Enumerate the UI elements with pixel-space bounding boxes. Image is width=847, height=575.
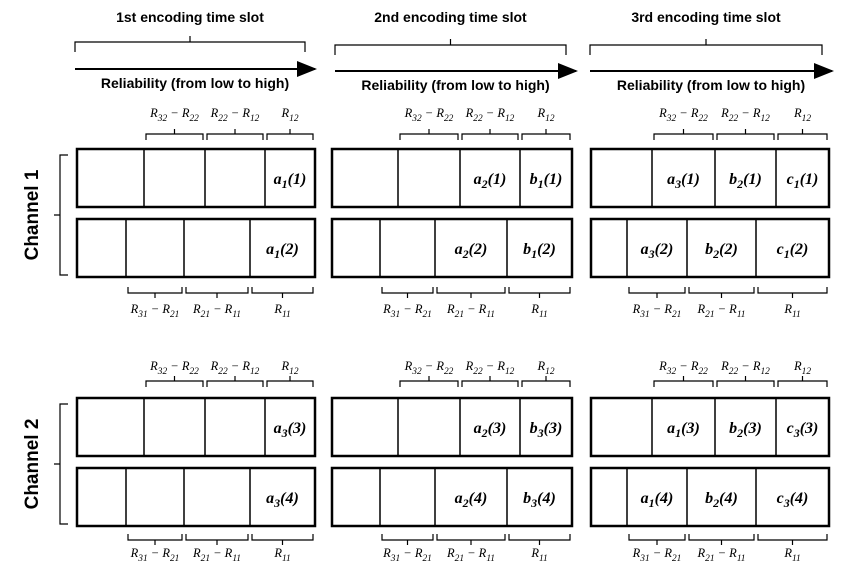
top-interval-label: $R_{22} - R_{12}$ [721, 359, 770, 377]
top-interval-label: $R_{22} - R_{12}$ [210, 359, 260, 377]
bottom-interval-label: $R_{21} - R_{11}$ [697, 302, 746, 320]
top-interval-bracket [654, 376, 713, 387]
symbol-label: $c_3(4)$ [776, 490, 809, 510]
bottom-interval-label: $R_{21} - R_{11}$ [193, 546, 241, 564]
bottom-interval-label: $R_{21} - R_{11}$ [447, 546, 495, 564]
slot-title: 1st encoding time slot [116, 9, 264, 25]
bottom-interval-bracket [128, 534, 182, 545]
top-interval-bracket [522, 376, 570, 387]
symbol-label: $b_3(4)$ [523, 490, 556, 510]
top-interval-bracket [400, 129, 458, 140]
top-interval-label: $R_{22} - R_{12}$ [210, 106, 260, 124]
bottom-interval-bracket [186, 287, 248, 298]
bottom-interval-label: $R_{11}$ [531, 302, 548, 320]
top-interval-label: $R_{12}$ [281, 359, 299, 377]
bottom-interval-label: $R_{21} - R_{11}$ [193, 302, 241, 320]
top-interval-label: $R_{22} - R_{12}$ [465, 359, 515, 377]
bottom-interval-bracket [689, 534, 754, 545]
symbol-label: $b_2(4)$ [705, 490, 738, 510]
bottom-interval-label: $R_{21} - R_{11}$ [697, 546, 746, 564]
bottom-interval-label: $R_{31} - R_{21}$ [383, 302, 432, 320]
top-interval-label: $R_{12}$ [281, 106, 299, 124]
bottom-interval-label: $R_{11}$ [784, 302, 801, 320]
bottom-interval-label: $R_{31} - R_{21}$ [383, 546, 432, 564]
top-interval-label: $R_{12}$ [537, 106, 555, 124]
symbol-label: $a_1(2)$ [266, 241, 299, 261]
symbol-label: $b_1(2)$ [523, 241, 556, 261]
bottom-interval-label: $R_{11}$ [531, 546, 548, 564]
top-interval-bracket [717, 129, 774, 140]
symbol-label: $a_3(2)$ [640, 241, 674, 261]
symbol-label: $a_2(2)$ [454, 241, 488, 261]
symbol-label: $a_1(1)$ [273, 171, 307, 191]
top-interval-label: $R_{12}$ [794, 359, 811, 377]
symbol-label: $a_3(1)$ [667, 171, 700, 191]
bottom-interval-bracket [509, 287, 570, 298]
symbol-label: $a_1(3)$ [667, 420, 700, 440]
top-interval-bracket [146, 376, 203, 387]
bottom-interval-bracket [758, 287, 827, 298]
reliability-label: Reliability (from low to high) [100, 75, 290, 91]
bottom-interval-bracket [437, 287, 505, 298]
bottom-interval-bracket [629, 287, 685, 298]
channel-label: Channel 1 [22, 169, 43, 261]
top-interval-label: $R_{32} - R_{22}$ [404, 359, 454, 377]
symbol-label: $a_3(3)$ [273, 420, 307, 440]
slot-headers [75, 9, 832, 93]
channel-bracket [54, 155, 68, 275]
bottom-interval-label: $R_{11}$ [274, 302, 291, 320]
top-interval-bracket [522, 129, 570, 140]
codeword-blocks [77, 106, 829, 564]
top-interval-bracket [462, 129, 518, 140]
top-interval-bracket [267, 129, 313, 140]
reliability-label: Reliability (from low to high) [616, 77, 806, 93]
bottom-interval-bracket [382, 287, 433, 298]
symbol-label: $c_3(3)$ [786, 420, 819, 440]
top-interval-label: $R_{22} - R_{12}$ [721, 106, 770, 124]
symbol-label: $b_2(1)$ [729, 171, 762, 191]
symbol-label: $b_3(3)$ [529, 420, 563, 440]
top-interval-bracket [207, 376, 263, 387]
bottom-interval-bracket [437, 534, 505, 545]
bottom-interval-bracket [758, 534, 827, 545]
bottom-interval-label: $R_{11}$ [784, 546, 801, 564]
bottom-interval-bracket [689, 287, 754, 298]
top-interval-label: $R_{12}$ [537, 359, 555, 377]
bottom-interval-bracket [382, 534, 433, 545]
slot-title: 2nd encoding time slot [374, 9, 527, 25]
bottom-interval-label: $R_{21} - R_{11}$ [447, 302, 495, 320]
top-interval-label: $R_{12}$ [794, 106, 811, 124]
top-interval-bracket [717, 376, 774, 387]
bottom-interval-bracket [252, 287, 313, 298]
slot-span-bracket [590, 39, 822, 55]
slot-title: 3rd encoding time slot [631, 9, 781, 25]
top-interval-label: $R_{32} - R_{22}$ [404, 106, 454, 124]
symbol-label: $b_1(1)$ [529, 171, 563, 191]
top-interval-bracket [207, 129, 263, 140]
top-interval-label: $R_{32} - R_{22}$ [150, 106, 199, 124]
symbol-label: $a_2(3)$ [473, 420, 507, 440]
top-interval-label: $R_{32} - R_{22}$ [659, 359, 708, 377]
bottom-interval-bracket [509, 534, 570, 545]
symbol-label: $a_2(1)$ [473, 171, 507, 191]
bottom-interval-bracket [252, 534, 313, 545]
symbol-label: $a_1(4)$ [640, 490, 674, 510]
symbol-label: $a_3(4)$ [266, 490, 299, 510]
symbol-label: $c_1(1)$ [786, 171, 819, 191]
bottom-interval-label: $R_{31} - R_{21}$ [130, 546, 180, 564]
bottom-interval-label: $R_{31} - R_{21}$ [632, 546, 682, 564]
top-interval-bracket [267, 376, 313, 387]
channel-label: Channel 2 [22, 418, 43, 510]
symbol-label: $b_2(2)$ [705, 241, 738, 261]
bottom-interval-bracket [186, 534, 248, 545]
top-interval-bracket [400, 376, 458, 387]
reliability-label: Reliability (from low to high) [361, 77, 550, 93]
slot-span-bracket [335, 39, 566, 55]
top-interval-bracket [654, 129, 713, 140]
bottom-interval-label: $R_{11}$ [274, 546, 291, 564]
bottom-interval-label: $R_{31} - R_{21}$ [130, 302, 180, 320]
symbol-label: $b_2(3)$ [729, 420, 762, 440]
bottom-interval-bracket [128, 287, 182, 298]
bottom-interval-bracket [629, 534, 685, 545]
top-interval-bracket [462, 376, 518, 387]
top-interval-bracket [778, 129, 827, 140]
symbol-label: $a_2(4)$ [454, 490, 488, 510]
top-interval-label: $R_{32} - R_{22}$ [659, 106, 708, 124]
top-interval-bracket [146, 129, 203, 140]
slot-span-bracket [75, 36, 305, 52]
channel-bracket [54, 404, 68, 524]
top-interval-label: $R_{22} - R_{12}$ [465, 106, 515, 124]
bottom-interval-label: $R_{31} - R_{21}$ [632, 302, 682, 320]
top-interval-label: $R_{32} - R_{22}$ [150, 359, 199, 377]
symbol-label: $c_1(2)$ [776, 241, 809, 261]
top-interval-bracket [778, 376, 827, 387]
channel-labels [22, 155, 68, 524]
